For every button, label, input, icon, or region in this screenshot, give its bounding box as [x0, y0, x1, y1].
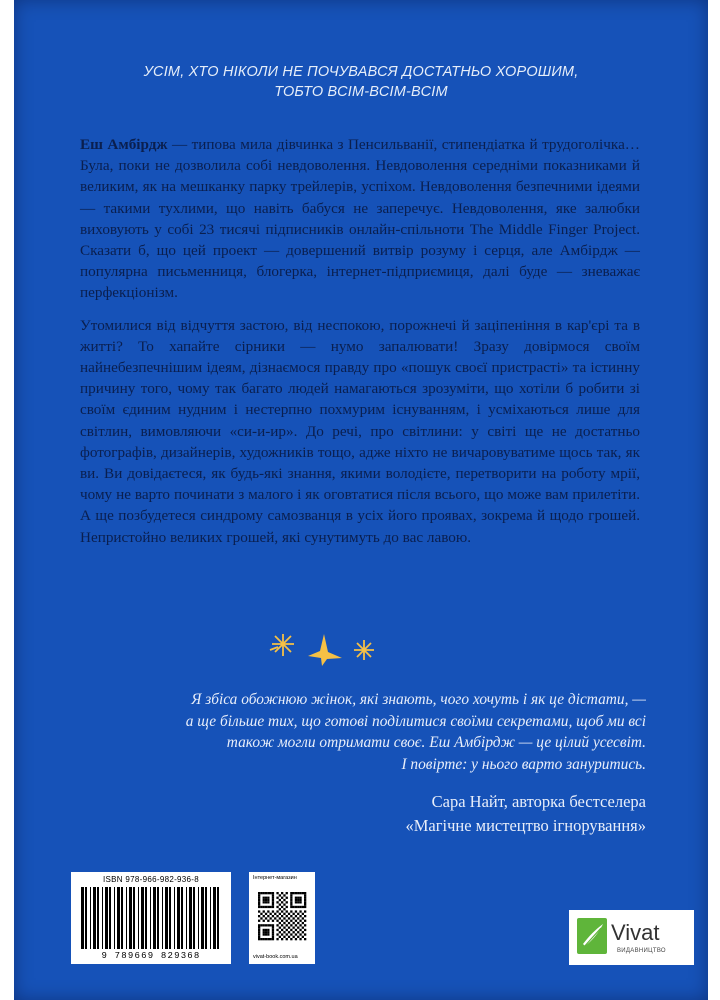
description-paragraph-2: Утомилися від відчуття застою, від неспокою, порожнечі й заціпеніння в кар'єрі та в житті? То хапайте сірники — нумо запалювати! Зразу довірмося своїм найнебезпечнішим ідеям, дізнаємося правду про «пошук своєї пристрасті» та істинну причину того, чому так багато людей намагаються зрозуміти, що хотіли б робити зі своїм єдиним нудним і нестерпно похмурим існуванням, і усміхаються лише для світлин, вимовляючи «си-и-ир». До речі, про світлини: у світі ще не достатньо фотографів, дизайнерів, художників тощо, адже ніхто не вичаровуватиме щось так, як ви. Ви довідаєтеся, як будь-які знання, якими володієте, перетворити на роботу мрії, чому не варто починати з малого і як оговтатися після всього, що може вам прилетіти. А ще позбудетеся синдрому самозванця в усіх його проявах, зокрема й щодо грошей. Непристойно великих грошей, які сунутимуть до вас лавою.: [80, 316, 640, 546]
dedication-line-1: УСІМ, ХТО НІКОЛИ НЕ ПОЧУВАВСЯ ДОСТАТНЬО ХОРОШИМ,: [143, 64, 579, 80]
author-name: Еш Амбірдж: [80, 136, 168, 153]
book-back-cover: [14, 0, 708, 1000]
barcode-number: 9 789669 829368: [101, 951, 201, 961]
attribution-line-1: Сара Найт, авторка бестселера: [431, 792, 646, 811]
quote-line-4: І повірте: у нього варто зануритись.: [401, 755, 646, 773]
qr-code-icon: [249, 872, 315, 964]
decorative-stars: [264, 630, 384, 666]
dedication-line-2: ТОБТО ВСІМ-ВСІМ-ВСІМ: [274, 84, 448, 100]
description-paragraph-1-text: — типова мила дівчинка з Пенсильванії, стипендіатка й трудоголічка… Була, поки не дозволила собі невдоволення. Невдоволення середніми показниками й великим, як на мешканку парку трейлерів, успіхом. Невдоволення безпечними ідеями — такими тухлими, що навіть бабуся не заперечує. Невдоволення, яке залюбки виховують у собі 23 тисячі підписників онлайн-спільноти The Middle Finger Project. Сказати б, що цей проект — довершений витвір розуму і серця, але Амбірдж — популярна письменниця, блогерка, інтернет-підприємиця, далі буде — зневажає перфекціонізм.: [80, 136, 640, 302]
publisher-logo: [569, 910, 694, 965]
review-quote: [86, 689, 646, 775]
quote-line-3: також могли отримати своє. Еш Амбірдж — це цілий усесвіт.: [226, 734, 646, 751]
quote-line-2: а ще більше тих, що готові поділитися своїми секретами, щоб ми всі: [185, 712, 646, 730]
vivat-leaf-icon: [577, 918, 607, 954]
quote-line-1: Я збіса обожнюю жінок, які знають, чого хочуть і як це дістати, —: [191, 691, 646, 708]
isbn-text: ISBN 978-966-982-936-8: [103, 875, 199, 884]
book-description: [80, 134, 640, 559]
star-burst-icon: [270, 634, 294, 656]
dedication: [14, 62, 708, 102]
attribution-line-2: «Магічне мистецтво ігнорування»: [405, 816, 646, 835]
description-paragraph-1: [80, 134, 640, 304]
qr-label: Інтернет-магазин: [253, 875, 297, 881]
qr-code-block: [249, 872, 315, 964]
publisher-tagline: ВИДАВНИЦТВО: [617, 948, 666, 954]
quote-attribution: [86, 790, 646, 838]
star-sparkle-icon: [354, 640, 374, 660]
isbn-barcode: [71, 872, 231, 964]
publisher-name: Vivat: [611, 920, 660, 945]
qr-site: vivat-book.com.ua: [253, 954, 298, 960]
star-icon: [308, 634, 342, 666]
